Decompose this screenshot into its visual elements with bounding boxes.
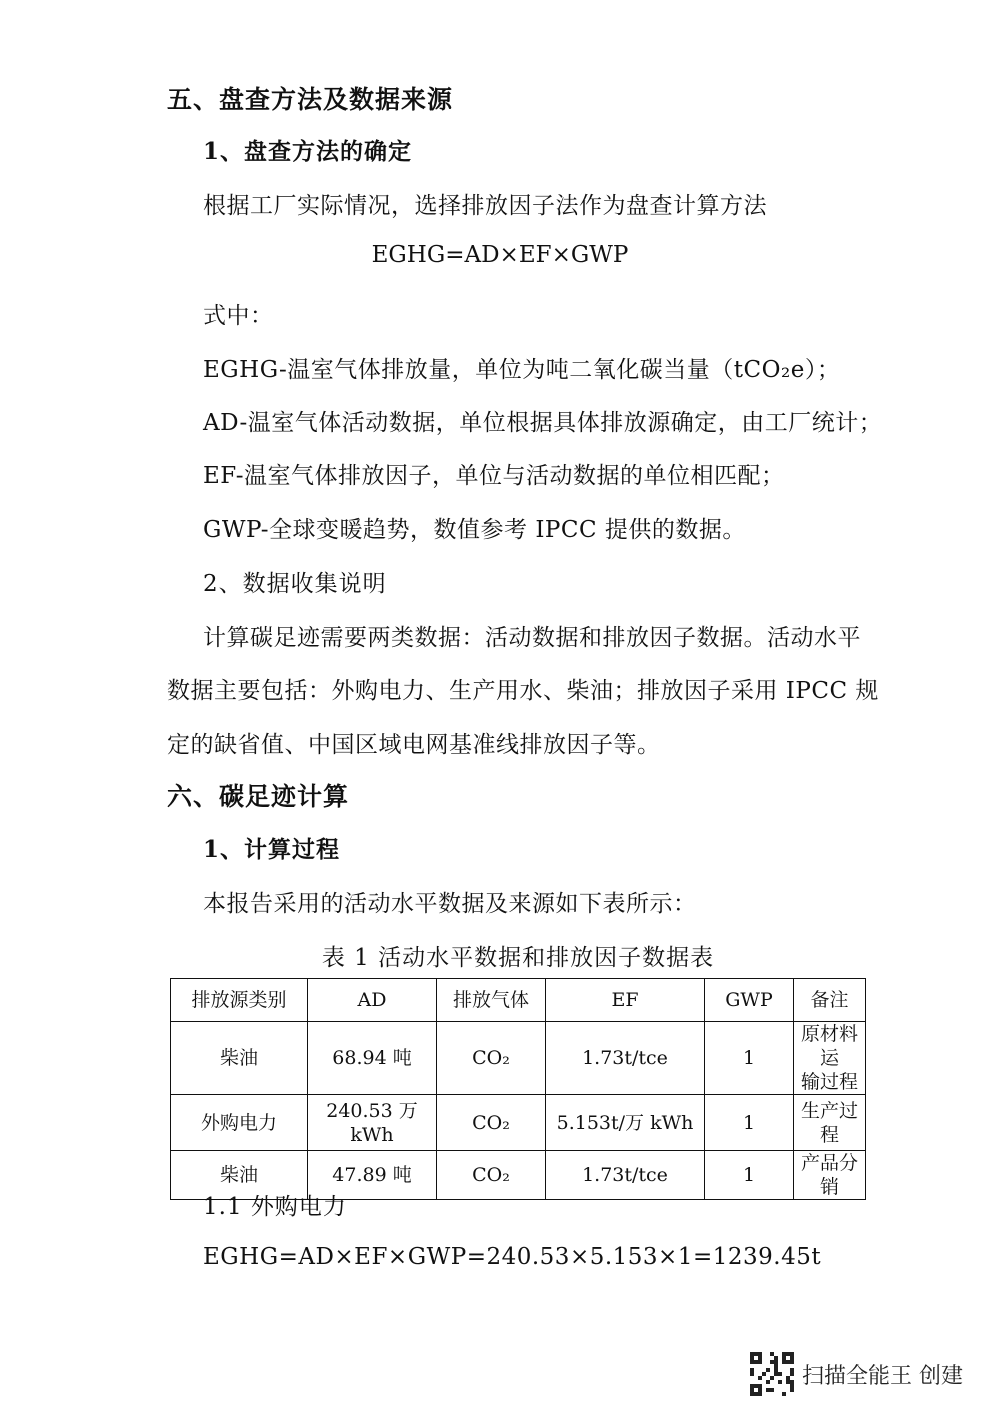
header-ef: EF	[546, 979, 705, 1022]
cell-note-line-2: 输过程	[800, 1071, 858, 1093]
table-row	[171, 1022, 866, 1095]
qr-module	[766, 1380, 770, 1384]
section-6-1-heading: 1、计算过程	[203, 836, 341, 863]
qr-module	[770, 1376, 774, 1380]
cell-ef: 5.153t/万 kWh	[546, 1095, 705, 1151]
section-6-heading: 六、碳足迹计算	[167, 782, 350, 811]
cell-ad: 68.94 吨	[308, 1022, 437, 1095]
cell-ef: 1.73t/tce	[546, 1151, 705, 1200]
definition-gwp: GWP-全球变暖趋势，数值参考 IPCC 提供的数据。	[203, 517, 746, 543]
header-source: 排放源类别	[171, 979, 308, 1022]
section-5-heading: 五、盘查方法及数据来源	[167, 85, 454, 114]
cell-gas: CO₂	[437, 1095, 546, 1151]
cell-note: 生产过程	[794, 1095, 866, 1151]
header-ad: AD	[308, 979, 437, 1022]
cell-gwp: 1	[705, 1095, 794, 1151]
data-collection-line-2: 数据主要包括：外购电力、生产用水、柴油；排放因子采用 IPCC 规	[167, 678, 879, 704]
cell-gwp: 1	[705, 1022, 794, 1095]
section-5-2-heading: 2、数据收集说明	[203, 571, 387, 597]
definition-eghg: EGHG-温室气体排放量，单位为吨二氧化碳当量（tCO₂e）；	[203, 357, 841, 383]
scanner-watermark	[750, 1352, 963, 1396]
main-formula: EGHG=AD×EF×GWP	[371, 242, 629, 268]
cell-note: 产品分销	[794, 1151, 866, 1200]
qr-module	[778, 1380, 782, 1384]
cell-source: 柴油	[171, 1151, 308, 1200]
qr-module	[790, 1388, 794, 1392]
cell-source: 柴油	[171, 1022, 308, 1095]
cell-ad-line-1: 240.53 万	[326, 1099, 418, 1122]
cell-gas: CO₂	[437, 1022, 546, 1095]
qr-module	[762, 1372, 766, 1376]
definition-ef: EF-温室气体排放因子，单位与活动数据的单位相匹配；	[203, 463, 785, 489]
watermark-text: 扫描全能王 创建	[802, 1363, 963, 1389]
activity-data-table	[170, 978, 866, 1200]
section-5-1-heading: 1、盘查方法的确定	[203, 138, 413, 165]
qr-module	[790, 1360, 794, 1364]
header-gwp: GWP	[705, 979, 794, 1022]
data-collection-line-1: 计算碳足迹需要两类数据：活动数据和排放因子数据。活动水平	[203, 625, 861, 651]
qr-module	[782, 1392, 786, 1396]
cell-gas: CO₂	[437, 1151, 546, 1200]
formula-where: 式中：	[203, 303, 274, 329]
qr-module	[758, 1360, 762, 1364]
section-1-1-heading: 1.1 外购电力	[203, 1194, 347, 1220]
table-row	[171, 1095, 866, 1151]
cell-gwp: 1	[705, 1151, 794, 1200]
qr-module	[766, 1368, 770, 1372]
cell-ad	[308, 1095, 437, 1151]
cell-ad-line-2: kWh	[350, 1123, 394, 1146]
table-intro: 本报告采用的活动水平数据及来源如下表所示：	[203, 891, 697, 917]
qr-module	[790, 1372, 794, 1376]
table-caption: 表 1 活动水平数据和排放因子数据表	[321, 945, 715, 971]
qr-module	[770, 1388, 774, 1392]
qr-module	[750, 1372, 754, 1376]
definition-ad: AD-温室气体活动数据，单位根据具体排放源确定，由工厂统计；	[203, 410, 883, 436]
method-intro: 根据工厂实际情况，选择排放因子法作为盘查计算方法	[203, 193, 767, 219]
cell-note-line-1: 原材料运	[800, 1023, 858, 1069]
qr-module	[758, 1376, 762, 1380]
cell-ef: 1.73t/tce	[546, 1022, 705, 1095]
qr-module	[778, 1372, 782, 1376]
electricity-calculation: EGHG=AD×EF×GWP=240.53×5.153×1=1239.45t	[203, 1244, 822, 1270]
cell-source: 外购电力	[171, 1095, 308, 1151]
cell-ad: 47.89 吨	[308, 1151, 437, 1200]
qr-module	[758, 1392, 762, 1396]
cell-note	[794, 1022, 866, 1095]
header-gas: 排放气体	[437, 979, 546, 1022]
table-header-row	[171, 979, 866, 1022]
header-note: 备注	[794, 979, 866, 1022]
data-collection-line-3: 定的缺省值、中国区域电网基准线排放因子等。	[167, 732, 661, 758]
qr-code-icon	[750, 1352, 794, 1396]
